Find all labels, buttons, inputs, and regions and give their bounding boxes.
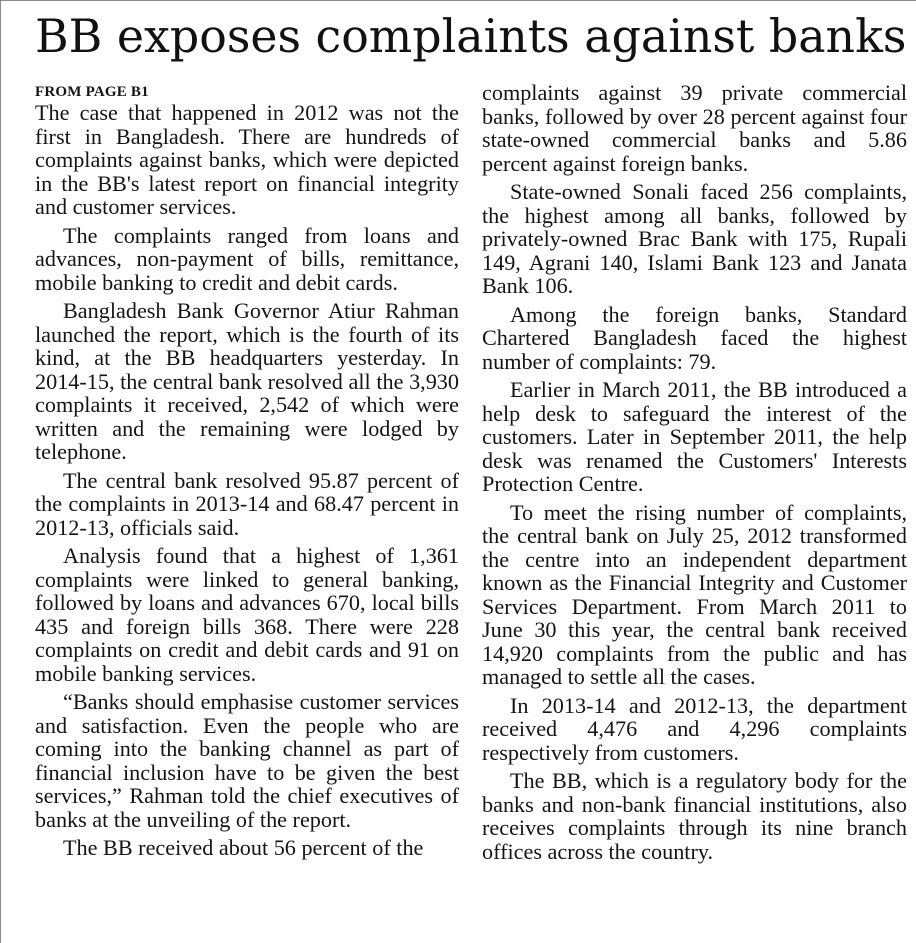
- paragraph: “Banks should emphasise customer services and satisfaction. Even the people who are coming into the banking channel as part of financial inclusion have to be given the best services,” Rahman told the chief executives of banks at the unveiling of the report.: [35, 689, 459, 832]
- paragraph: complaints against 39 private commercial banks, followed by over 28 percent against four state-owned commercial banks and 5.86 percent against foreign banks.: [482, 80, 907, 176]
- article-column-right: [482, 81, 907, 868]
- paragraph: The BB received about 56 percent of the: [63, 835, 424, 860]
- paragraph: The BB, which is a regulatory body for the banks and non-bank financial institutions, also receives complaints through its nine branch offices across the country.: [482, 768, 907, 864]
- headline: BB exposes complaints against banks: [35, 9, 907, 63]
- paragraph: The central bank resolved 95.87 percent of the complaints in 2013-14 and 68.47 percent in 2012-13, officials said.: [35, 467, 459, 540]
- article-column-left: [35, 81, 459, 865]
- paragraph: The complaints ranged from loans and advances, non-payment of bills, remittance, mobile banking to credit and debit cards.: [35, 222, 459, 295]
- paragraph: To meet the rising number of complaints, the central bank on July 25, 2012 transformed the centre into an independent department known as the Financial Integrity and Customer Services Department. From March 2011 to June 30 this year, the central bank received 14,920 complaints from the public and has managed to settle all the cases.: [482, 499, 907, 689]
- paragraph: In 2013-14 and 2012-13, the department received 4,476 and 4,296 complaints respectively from customers.: [482, 692, 907, 765]
- dateline: FROM PAGE B1: [35, 84, 149, 100]
- paragraph: Analysis found that a highest of 1,361 complaints were linked to general banking, followed by loans and advances 670, local bills 435 and foreign bills 368. There were 228 complaints on credit and debit cards and 91 on mobile banking services.: [35, 543, 459, 686]
- paragraph: Earlier in March 2011, the BB introduced a help desk to safeguard the interest of the customers. Later in September 2011, the help desk was renamed the Customers' Interests Protection Centre.: [482, 377, 907, 496]
- paragraph: Among the foreign banks, Standard Chartered Bangladesh faced the highest number of complaints: 79.: [482, 301, 907, 374]
- paragraph: Bangladesh Bank Governor Atiur Rahman launched the report, which is the fourth of its kind, at the BB headquarters yesterday. In 2014-15, the central bank resolved all the 3,930 complaints it received, 2,542 of which were written and the remaining were lodged by telephone.: [35, 298, 459, 464]
- paragraph: State-owned Sonali faced 256 complaints, the highest among all banks, followed by privately-owned Brac Bank with 175, Rupali 149, Agrani 140, Islami Bank 123 and Janata Bank 106.: [482, 179, 907, 298]
- paragraph: The case that happened in 2012 was not the first in Bangladesh. There are hundreds of complaints against banks, which were depicted in the BB's latest report on financial integrity and customer services.: [35, 100, 459, 219]
